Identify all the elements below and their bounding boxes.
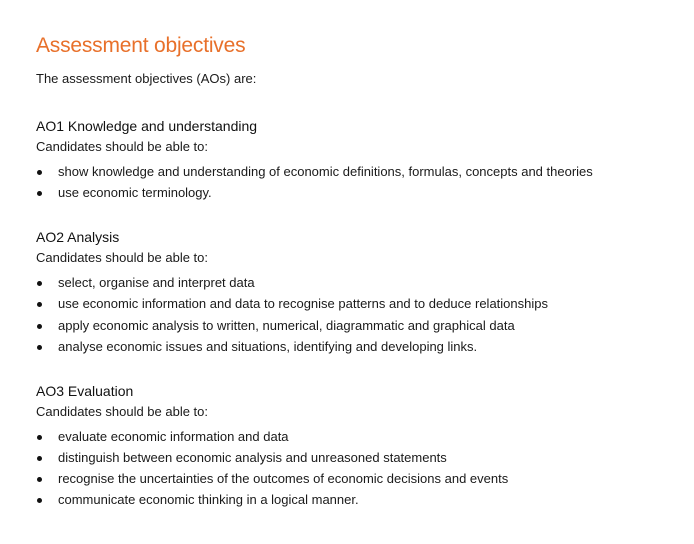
bullet-icon [37, 170, 42, 175]
section-heading-ao3: AO3 Evaluation [36, 382, 134, 399]
list-item [36, 163, 676, 181]
section-ao2 [36, 228, 676, 356]
bullet-icon [37, 345, 42, 350]
document-page [36, 32, 676, 513]
list-item-text: evaluate economic information and data [58, 428, 289, 444]
list-item [36, 317, 676, 335]
list-item-text: use economic terminology. [58, 185, 212, 201]
bullet-icon [37, 477, 42, 482]
list-item [36, 295, 676, 313]
bullet-list-ao3 [36, 428, 676, 510]
section-ao1 [36, 117, 676, 202]
section-lead-ao3: Candidates should be able to: [36, 403, 209, 419]
list-item [36, 449, 676, 467]
bullet-list-ao1 [36, 163, 676, 202]
list-item-text: analyse economic issues and situations, identifying and developing links. [58, 338, 478, 354]
section-ao3 [36, 382, 676, 510]
list-item-text: use economic information and data to recognise patterns and to deduce relationships [58, 296, 548, 312]
list-item-text: distinguish between economic analysis and unreasoned statements [58, 449, 447, 465]
list-item-text: show knowledge and understanding of economic definitions, formulas, concepts and theories [58, 164, 593, 179]
list-item-text: recognise the uncertainties of the outcomes of economic decisions and events [58, 471, 509, 487]
page-title: Assessment objectives [36, 34, 246, 57]
bullet-list-ao2 [36, 274, 676, 356]
bullet-icon [37, 281, 42, 286]
list-item [36, 338, 676, 356]
list-item [36, 184, 676, 202]
section-lead-ao1: Candidates should be able to: [36, 139, 209, 154]
bullet-icon [37, 498, 42, 503]
list-item-text: communicate economic thinking in a logical manner. [58, 492, 359, 508]
bullet-icon [37, 191, 42, 196]
bullet-icon [37, 302, 42, 307]
list-item [36, 428, 676, 446]
list-item [36, 470, 676, 488]
section-lead-ao2: Candidates should be able to: [36, 250, 209, 266]
intro-text: The assessment objectives (AOs) are: [36, 71, 257, 86]
section-heading-ao1: AO1 Knowledge and understanding [36, 118, 258, 134]
list-item-text: apply economic analysis to written, numerical, diagrammatic and graphical data [58, 317, 515, 333]
list-item [36, 274, 676, 292]
bullet-icon [37, 324, 42, 329]
list-item [36, 491, 676, 509]
section-heading-ao2: AO2 Analysis [36, 229, 120, 246]
bullet-icon [37, 435, 42, 440]
bullet-icon [37, 456, 42, 461]
list-item-text: select, organise and interpret data [58, 275, 255, 291]
